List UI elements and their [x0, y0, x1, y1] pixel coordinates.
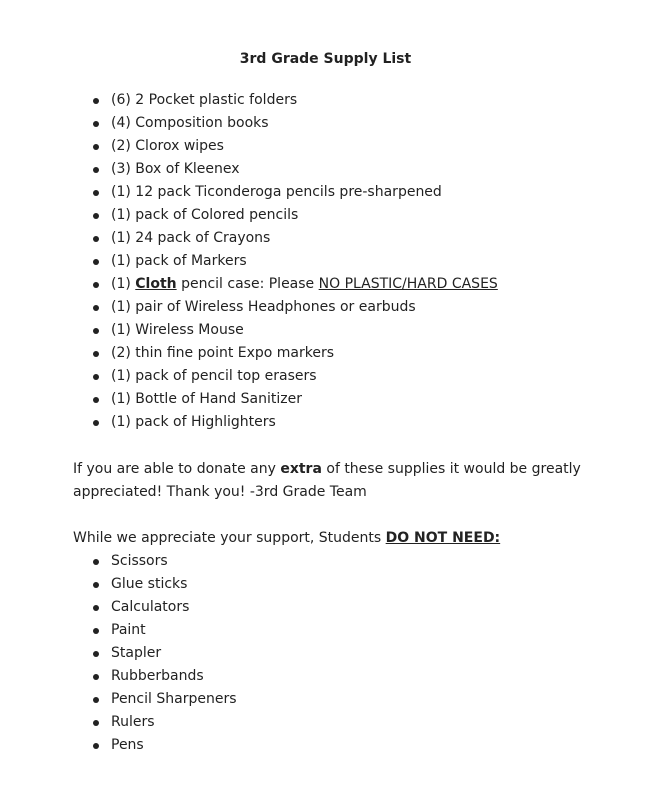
bullet-icon	[93, 674, 99, 680]
list-item-text: (1) pack of pencil top erasers	[111, 368, 317, 384]
cloth-middle: pencil case: Please	[176, 276, 319, 292]
bullet-icon	[93, 697, 99, 703]
not-needed-emphasis: DO NOT NEED:	[385, 530, 501, 546]
list-item-text	[111, 273, 498, 296]
list-item-text: (1) pack of Colored pencils	[111, 207, 299, 223]
list-item-text: (3) Box of Kleenex	[111, 161, 240, 177]
list-item-text: Paint	[111, 622, 146, 638]
not-needed-intro-text: While we appreciate your support, Students	[73, 530, 386, 546]
cloth-emphasis: Cloth	[135, 276, 177, 292]
bullet-icon	[93, 282, 99, 288]
list-item-text: Calculators	[111, 599, 190, 615]
list-item-text: (6) 2 Pocket plastic folders	[111, 92, 298, 108]
bullet-icon	[93, 144, 99, 150]
list-item-text: Stapler	[111, 645, 162, 661]
list-item-text: (1) Bottle of Hand Sanitizer	[111, 391, 302, 407]
bullet-icon	[93, 305, 99, 311]
bullet-icon	[93, 743, 99, 749]
list-item-text: (1) 24 pack of Crayons	[111, 230, 271, 246]
bullet-icon	[93, 351, 99, 357]
bullet-icon	[93, 420, 99, 426]
no-plastic-note: NO PLASTIC/HARD CASES	[318, 276, 498, 292]
bullet-icon	[93, 328, 99, 334]
bullet-icon	[93, 582, 99, 588]
bullet-icon	[93, 651, 99, 657]
list-item-text: (2) Clorox wipes	[111, 138, 224, 154]
list-item-text: (1) 12 pack Ticonderoga pencils pre-sharpened	[111, 184, 442, 200]
page-title: 3rd Grade Supply List	[239, 51, 412, 67]
bullet-icon	[93, 259, 99, 265]
list-item-text: Glue sticks	[111, 576, 188, 592]
list-item-text: Rulers	[111, 714, 155, 730]
bullet-icon	[93, 121, 99, 127]
bullet-icon	[93, 167, 99, 173]
bullet-icon	[93, 397, 99, 403]
donate-text-before: If you are able to donate any	[73, 461, 281, 477]
bullet-icon	[93, 605, 99, 611]
bullet-icon	[93, 236, 99, 242]
list-item-text: (4) Composition books	[111, 115, 269, 131]
bullet-icon	[93, 213, 99, 219]
list-item-text: (1) pair of Wireless Headphones or earbuds	[111, 299, 416, 315]
not-needed-intro	[73, 527, 500, 550]
list-item-text: Scissors	[111, 553, 168, 569]
bullet-icon	[93, 374, 99, 380]
list-item-text: Pencil Sharpeners	[111, 691, 237, 707]
list-item-text: Pens	[111, 737, 144, 753]
donate-text-after: of these supplies it would be greatly	[321, 461, 581, 477]
bullet-icon	[93, 559, 99, 565]
donate-paragraph	[73, 458, 581, 481]
list-item-text: (1) Wireless Mouse	[111, 322, 244, 338]
bullet-icon	[93, 628, 99, 634]
bullet-icon	[93, 720, 99, 726]
list-item-text: Rubberbands	[111, 668, 204, 684]
bullet-icon	[93, 190, 99, 196]
list-item-text: (2) thin fine point Expo markers	[111, 345, 335, 361]
list-item-text: (1) pack of Highlighters	[111, 414, 276, 430]
cloth-prefix: (1)	[111, 276, 136, 292]
bullet-icon	[93, 98, 99, 104]
thanks-line: appreciated! Thank you! -3rd Grade Team	[73, 484, 367, 500]
list-item-text: (1) pack of Markers	[111, 253, 247, 269]
donate-extra-emphasis: extra	[280, 461, 322, 477]
